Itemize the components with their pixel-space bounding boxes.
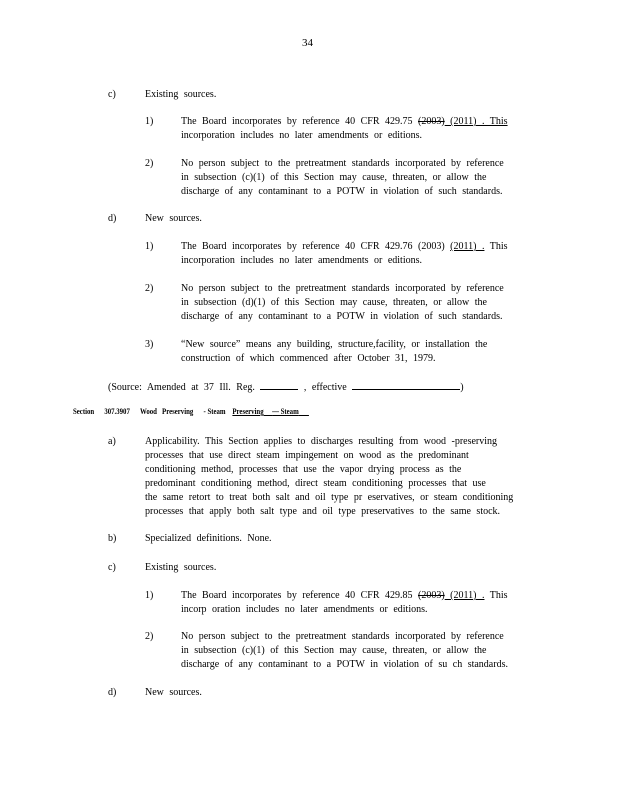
section-heading: Section 307.3907 Wood Preserving - Steam Preserving — Steam bbox=[73, 407, 299, 416]
item-label-d: d) bbox=[108, 213, 117, 224]
item-title-new-sources-2: New sources. bbox=[145, 687, 202, 698]
item-title-existing-sources: Existing sources. bbox=[145, 89, 217, 100]
paragraph-d1: The Board incorporates by reference 40 CFR 429.76 (2003) (2011) . This incorporation includes no later amendments or editions. bbox=[181, 241, 508, 266]
sub-label-d2: 2) bbox=[145, 283, 154, 294]
item-title-existing-sources-2: Existing sources. bbox=[145, 562, 217, 573]
item-title-new-sources: New sources. bbox=[145, 213, 202, 224]
paragraph-definitions: Specialized definitions. None. bbox=[145, 533, 272, 544]
item-label-b: b) bbox=[108, 533, 117, 544]
paragraph-c1-2: The Board incorporates by reference 40 CFR 429.85 (2003) (2011) . This incorp oration includes no later amendments or editions. bbox=[181, 590, 508, 615]
paragraph-applicability: Applicability. This Section applies to discharges resulting from wood -preserving processes that use direct steam impingement on wood as the predominant conditioning method, processes that use the vapor drying process as the predominant conditioning method, direct steam conditioning processes that use the same retort to treat both salt and oil type pr eservatives, or steam conditioning processes that apply both salt type and oil type preservatives to the same stock. bbox=[145, 436, 514, 517]
paragraph-d3: “New source” means any building, structure,facility, or installation the construction of which commenced after October 31, 1979. bbox=[181, 339, 488, 364]
paragraph-c2: No person subject to the pretreatment standards incorporated by reference in subsection (c)(1) of this Section may cause, threaten, or allow the discharge of any contaminant to a POTW in violation of such standards. bbox=[181, 158, 504, 197]
sub-label-c1: 1) bbox=[145, 116, 154, 127]
effective-date-blank bbox=[352, 378, 460, 390]
sub-label-c2-2: 2) bbox=[145, 631, 154, 642]
item-label-a: a) bbox=[108, 436, 116, 447]
source-note: (Source: Amended at 37 Ill. Reg. , effective ) bbox=[108, 378, 464, 395]
paragraph-c1: The Board incorporates by reference 40 CFR 429.75 (2003) (2011) . This incorporation includes no later amendments or editions. bbox=[181, 116, 508, 141]
paragraph-d2: No person subject to the pretreatment standards incorporated by reference in subsection (d)(1) of this Section may cause, threaten, or allow the discharge of any contaminant to a POTW in violation of such standards. bbox=[181, 283, 504, 322]
register-blank bbox=[260, 378, 298, 390]
paragraph-c2-2: No person subject to the pretreatment standards incorporated by reference in subsection (c)(1) of this Section may cause, threaten, or allow the discharge of any contaminant to a POTW in violation of su ch standards. bbox=[181, 631, 508, 670]
sub-label-c2: 2) bbox=[145, 158, 154, 169]
item-label-c-2: c) bbox=[108, 562, 116, 573]
sub-label-c1-2: 1) bbox=[145, 590, 154, 601]
sub-label-d1: 1) bbox=[145, 241, 154, 252]
page-number: 34 bbox=[302, 37, 313, 49]
item-label-d-2: d) bbox=[108, 687, 117, 698]
sub-label-d3: 3) bbox=[145, 339, 154, 350]
item-label-c: c) bbox=[108, 89, 116, 100]
